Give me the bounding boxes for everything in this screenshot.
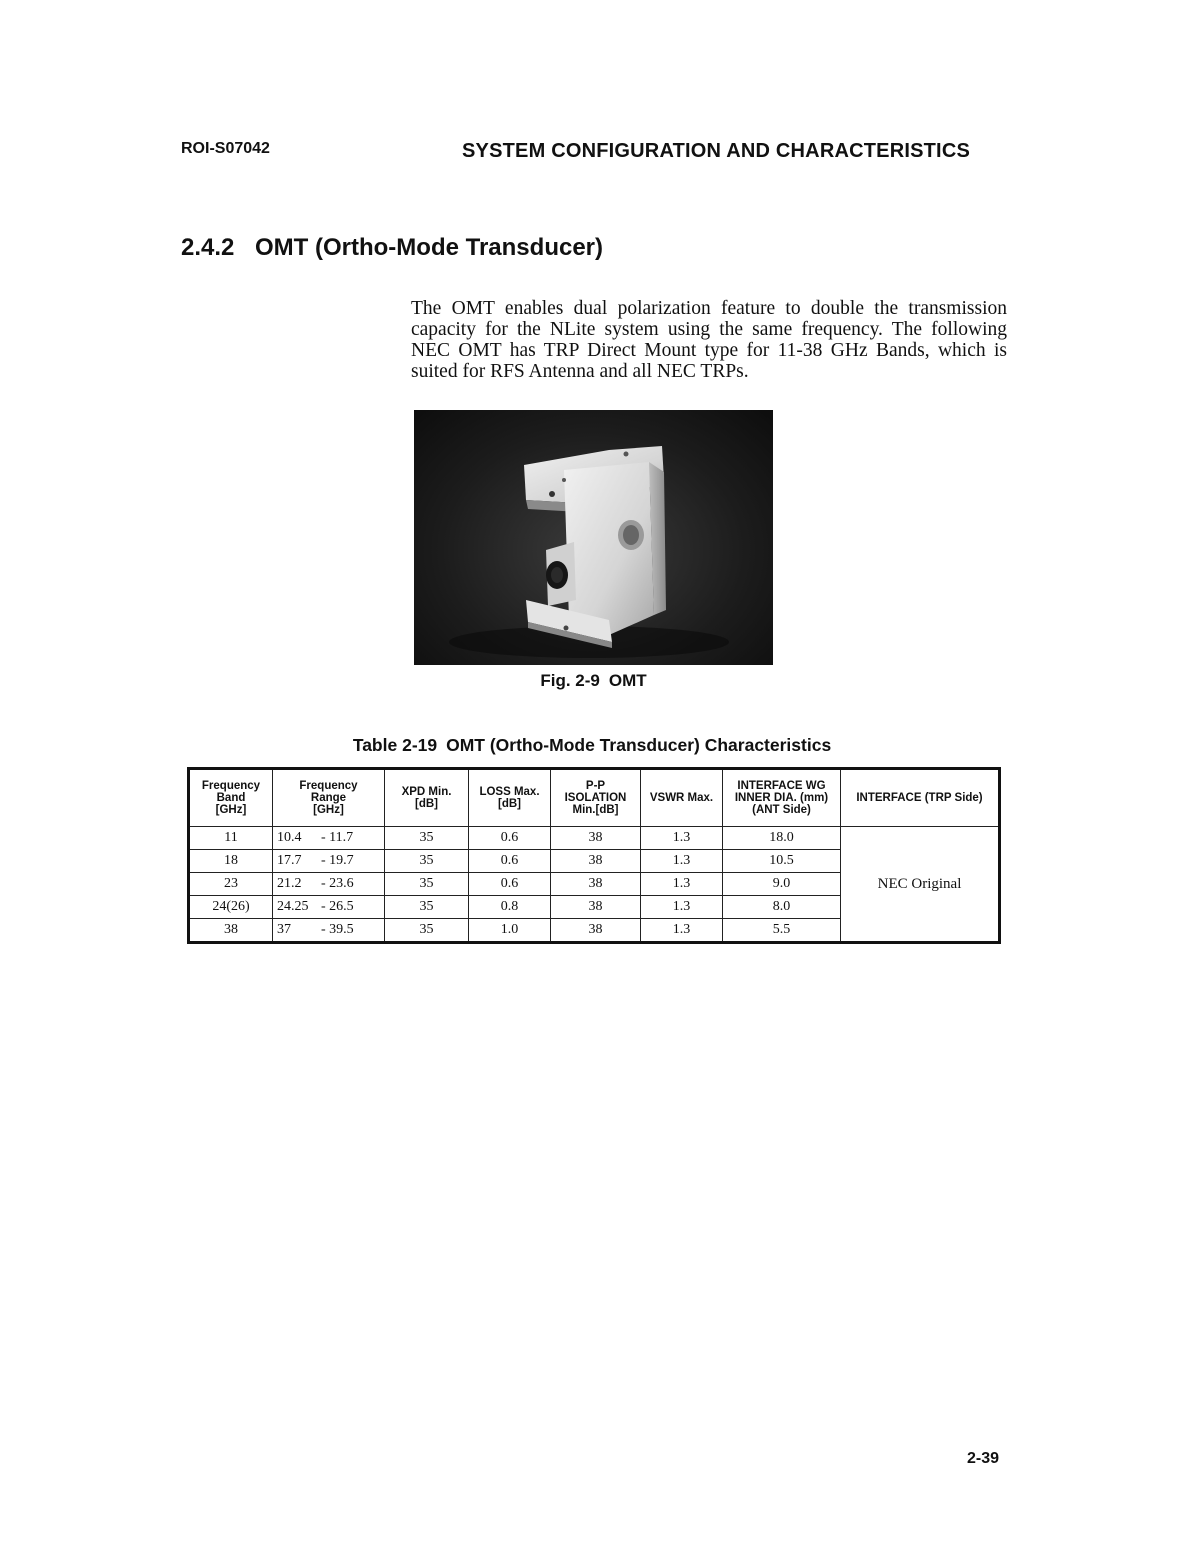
range-low: 37 bbox=[277, 922, 291, 937]
cell-wg-dia: 8.0 bbox=[723, 896, 841, 919]
header-line: [GHz] bbox=[313, 804, 344, 816]
cell-isolation: 38 bbox=[551, 873, 641, 896]
cell-loss: 0.6 bbox=[469, 850, 551, 873]
header-line: XPD Min. bbox=[401, 786, 452, 798]
cell-loss: 0.8 bbox=[469, 896, 551, 919]
header-line: [dB] bbox=[498, 798, 521, 810]
cell-loss: 0.6 bbox=[469, 873, 551, 896]
cell-wg-dia: 18.0 bbox=[723, 827, 841, 850]
table-title: OMT (Ortho-Mode Transducer) Characteristics bbox=[446, 735, 832, 755]
range-low: 10.4 bbox=[277, 830, 302, 845]
header-line: (ANT Side) bbox=[752, 804, 811, 816]
cell-band: 38 bbox=[189, 919, 273, 943]
header-line: Frequency bbox=[201, 780, 261, 792]
header-line: Band bbox=[216, 792, 246, 804]
header-frequency-band bbox=[189, 769, 273, 827]
header-pp-isolation bbox=[551, 769, 641, 827]
figure-caption bbox=[414, 671, 773, 691]
cell-band: 11 bbox=[189, 827, 273, 850]
figure-label: Fig. 2-9 bbox=[540, 671, 600, 690]
header-line: INTERFACE (TRP Side) bbox=[856, 792, 983, 804]
cell-band: 24(26) bbox=[189, 896, 273, 919]
cell-xpd: 35 bbox=[385, 896, 469, 919]
cell-xpd: 35 bbox=[385, 919, 469, 943]
header-line: [dB] bbox=[415, 798, 438, 810]
range-high: - 19.7 bbox=[321, 853, 354, 868]
header-line: Frequency bbox=[299, 780, 358, 792]
cell-band: 23 bbox=[189, 873, 273, 896]
document-id: ROI-S07042 bbox=[181, 140, 270, 157]
table-body bbox=[189, 827, 1000, 943]
cell-range bbox=[273, 827, 385, 850]
cell-range bbox=[273, 896, 385, 919]
cell-isolation: 38 bbox=[551, 850, 641, 873]
range-low: 17.7 bbox=[277, 853, 302, 868]
table-caption bbox=[186, 735, 998, 756]
header-line: P-P bbox=[585, 780, 606, 792]
body-paragraph: The OMT enables dual polarization feature to double the transmission capacity for the NLite system using the same frequency. The following NEC OMT has TRP Direct Mount type for 11-38 GHz Bands, which is suited for RFS Antenna and all NEC TRPs. bbox=[411, 298, 1007, 382]
cell-xpd: 35 bbox=[385, 873, 469, 896]
header-line: Min.[dB] bbox=[572, 804, 619, 816]
header-line: [GHz] bbox=[215, 804, 247, 816]
cell-wg-dia: 9.0 bbox=[723, 873, 841, 896]
cell-band: 18 bbox=[189, 850, 273, 873]
header-interface-wg bbox=[723, 769, 841, 827]
omt-characteristics-table bbox=[187, 767, 1001, 944]
table-row bbox=[189, 827, 1000, 850]
cell-wg-dia: 10.5 bbox=[723, 850, 841, 873]
section-heading bbox=[181, 234, 603, 262]
header-line: LOSS Max. bbox=[479, 786, 540, 798]
header-interface-trp bbox=[841, 769, 1000, 827]
header-vswr-max bbox=[641, 769, 723, 827]
header-line: ISOLATION bbox=[564, 792, 627, 804]
cell-vswr: 1.3 bbox=[641, 850, 723, 873]
cell-trp-interface: NEC Original bbox=[841, 827, 1000, 943]
cell-isolation: 38 bbox=[551, 919, 641, 943]
cell-wg-dia: 5.5 bbox=[723, 919, 841, 943]
running-header-title: SYSTEM CONFIGURATION AND CHARACTERISTICS bbox=[462, 140, 970, 162]
cell-xpd: 35 bbox=[385, 827, 469, 850]
header-line: Range bbox=[310, 792, 347, 804]
range-high: - 11.7 bbox=[321, 830, 354, 845]
table-header-row bbox=[189, 769, 1000, 827]
cell-xpd: 35 bbox=[385, 850, 469, 873]
cell-vswr: 1.3 bbox=[641, 827, 723, 850]
cell-loss: 0.6 bbox=[469, 827, 551, 850]
range-low: 21.2 bbox=[277, 876, 302, 891]
cell-range bbox=[273, 919, 385, 943]
cell-range bbox=[273, 850, 385, 873]
header-loss-max bbox=[469, 769, 551, 827]
range-high: - 39.5 bbox=[321, 922, 354, 937]
cell-range bbox=[273, 873, 385, 896]
figure-title: OMT bbox=[608, 671, 647, 690]
table-label: Table 2-19 bbox=[352, 735, 438, 755]
header-line: VSWR Max. bbox=[649, 792, 714, 804]
header-line: INNER DIA. (mm) bbox=[734, 792, 829, 804]
range-low: 24.25 bbox=[277, 899, 309, 914]
cell-loss: 1.0 bbox=[469, 919, 551, 943]
cell-vswr: 1.3 bbox=[641, 873, 723, 896]
range-high: - 23.6 bbox=[321, 876, 354, 891]
omt-photo bbox=[414, 410, 773, 665]
range-high: - 26.5 bbox=[321, 899, 354, 914]
section-title: OMT (Ortho-Mode Transducer) bbox=[255, 234, 603, 261]
header-xpd-min bbox=[385, 769, 469, 827]
cell-vswr: 1.3 bbox=[641, 919, 723, 943]
cell-isolation: 38 bbox=[551, 896, 641, 919]
cell-vswr: 1.3 bbox=[641, 896, 723, 919]
section-number: 2.4.2 bbox=[181, 234, 235, 261]
page-number: 2-39 bbox=[967, 1450, 1000, 1467]
header-line: INTERFACE WG bbox=[737, 780, 826, 792]
cell-isolation: 38 bbox=[551, 827, 641, 850]
header-frequency-range bbox=[273, 769, 385, 827]
